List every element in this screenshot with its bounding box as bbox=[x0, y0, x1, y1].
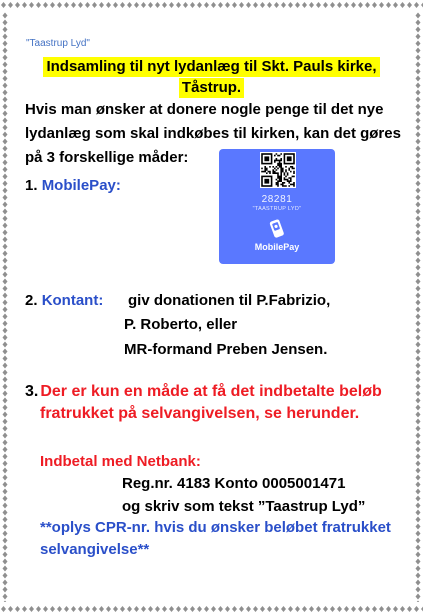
option-3-number: 3. bbox=[25, 383, 39, 400]
mobilepay-name: "TAASTRUP LYD" bbox=[252, 206, 302, 212]
netbank-heading: Indbetal med Netbank: bbox=[40, 453, 201, 470]
qr-code-icon bbox=[260, 152, 296, 188]
title-line-2: Tåstrup. bbox=[179, 78, 244, 98]
option-2-number: 2. bbox=[25, 292, 38, 309]
intro-line: lydanlæg som skal indkøbes til kirken, kan det gøres bbox=[25, 125, 401, 142]
mobilepay-card bbox=[219, 149, 335, 264]
option-2-line: MR-formand Preben Jensen. bbox=[124, 341, 328, 358]
option-2 bbox=[25, 292, 103, 310]
intro-line: Hvis man ønsker at donere nogle penge til det nye bbox=[25, 101, 384, 118]
border-top bbox=[0, 1, 423, 9]
option-2-line: P. Roberto, eller bbox=[124, 316, 238, 333]
intro-line: på 3 forskellige måder: bbox=[25, 149, 189, 166]
title-line-1: Indsamling til nyt lydanlæg til Skt. Pauls kirke, bbox=[43, 57, 379, 77]
option-3-line: fratrukket på selvangivelsen, se herunder. bbox=[40, 405, 360, 422]
header-tag: "Taastrup Lyd" bbox=[26, 38, 90, 49]
netbank-account: Reg.nr. 4183 Konto 0005001471 bbox=[122, 475, 346, 492]
border-right bbox=[414, 12, 422, 602]
option-3 bbox=[25, 382, 382, 401]
option-1 bbox=[25, 177, 121, 195]
border-left bbox=[1, 12, 9, 602]
netbank-note-line: **oplys CPR-nr. hvis du ønsker beløbet fratrukket bbox=[40, 519, 391, 536]
netbank-note-line: selvangivelse** bbox=[40, 541, 150, 558]
title-row-1 bbox=[0, 57, 423, 77]
mobilepay-number: 28281 bbox=[261, 194, 293, 205]
mobilepay-phone-icon bbox=[266, 218, 288, 240]
border-bottom bbox=[0, 605, 423, 613]
option-1-label: MobilePay: bbox=[41, 177, 121, 194]
option-2-line: giv donationen til P.Fabrizio, bbox=[128, 292, 331, 309]
mobilepay-brand: MobilePay bbox=[254, 242, 300, 252]
title-row-2 bbox=[0, 78, 423, 98]
option-3-line: Der er kun en måde at få det indbetalte beløb bbox=[40, 383, 382, 400]
netbank-instruction: og skriv som tekst ”Taastrup Lyd” bbox=[122, 498, 366, 515]
option-2-label: Kontant: bbox=[41, 292, 104, 309]
option-1-number: 1. bbox=[25, 177, 38, 194]
